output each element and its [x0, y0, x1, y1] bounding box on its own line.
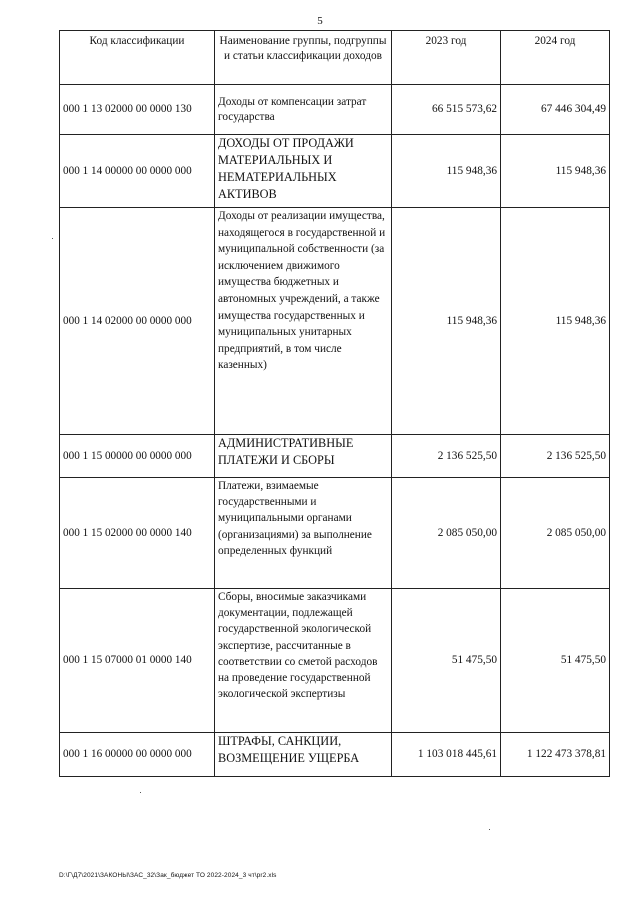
page-number: 5 [317, 15, 323, 27]
row-name: Сборы, вносимые заказчиками документации, подлежащей государственной экологической экспертизе, рассчитанные в соответствии со сметой расходов на проведение государственной экологической экспертизы [215, 589, 392, 733]
file-path-footer: D:\Г\Д7\2021\ЗАКОНЫ\ЗАС_32\Зак_бюджет ТО 2022-2024_3 чт\pr2.xls [59, 872, 277, 879]
row-value-2024: 67 446 304,49 [501, 85, 610, 135]
scan-speck [52, 238, 53, 239]
row-code: 000 1 14 02000 00 0000 000 [60, 208, 215, 435]
row-value-2024: 2 136 525,50 [501, 435, 610, 478]
table-row [60, 208, 610, 435]
row-value-2023: 115 948,36 [392, 135, 501, 208]
row-name: Платежи, взимаемые государственными и муниципальными органами (организациями) за выполнение определенных функций [215, 478, 392, 589]
row-name: ШТРАФЫ, САНКЦИИ, ВОЗМЕЩЕНИЕ УЩЕРБА [215, 733, 392, 777]
row-value-2023: 1 103 018 445,61 [392, 733, 501, 777]
row-value-2023: 51 475,50 [392, 589, 501, 733]
scan-speck [489, 829, 490, 830]
row-value-2024: 115 948,36 [501, 135, 610, 208]
row-value-2023: 115 948,36 [392, 208, 501, 435]
row-name: Доходы от реализации имущества, находящегося в государственной и муниципальной собственности (за исключением движимого имущества бюджетных и автономных учреждений, а также имущества государственных и муниципальных унитарных предприятий, в том числе казенных) [215, 208, 392, 435]
header-name: Наименование группы, подгруппы и статьи классификации доходов [215, 31, 392, 85]
table-header-row [60, 31, 610, 85]
header-2024: 2024 год [501, 31, 610, 85]
row-value-2024: 51 475,50 [501, 589, 610, 733]
row-code: 000 1 15 00000 00 0000 000 [60, 435, 215, 478]
table-row [60, 435, 610, 478]
table-row [60, 733, 610, 777]
table-row [60, 135, 610, 208]
row-value-2023: 2 085 050,00 [392, 478, 501, 589]
row-name: ДОХОДЫ ОТ ПРОДАЖИ МАТЕРИАЛЬНЫХ И НЕМАТЕРИАЛЬНЫХ АКТИВОВ [215, 135, 392, 208]
table-row [60, 478, 610, 589]
row-value-2023: 66 515 573,62 [392, 85, 501, 135]
row-name: Доходы от компенсации затрат государства [215, 85, 392, 135]
revenue-table [59, 30, 610, 777]
row-code: 000 1 15 07000 01 0000 140 [60, 589, 215, 733]
scan-speck [140, 792, 141, 793]
row-value-2024: 2 085 050,00 [501, 478, 610, 589]
header-2023: 2023 год [392, 31, 501, 85]
row-code: 000 1 15 02000 00 0000 140 [60, 478, 215, 589]
row-code: 000 1 14 00000 00 0000 000 [60, 135, 215, 208]
row-value-2024: 1 122 473 378,81 [501, 733, 610, 777]
row-name: АДМИНИСТРАТИВНЫЕ ПЛАТЕЖИ И СБОРЫ [215, 435, 392, 478]
table-row [60, 589, 610, 733]
row-code: 000 1 13 02000 00 0000 130 [60, 85, 215, 135]
row-code: 000 1 16 00000 00 0000 000 [60, 733, 215, 777]
header-code: Код классификации [60, 31, 215, 85]
table-row [60, 85, 610, 135]
row-value-2023: 2 136 525,50 [392, 435, 501, 478]
row-value-2024: 115 948,36 [501, 208, 610, 435]
